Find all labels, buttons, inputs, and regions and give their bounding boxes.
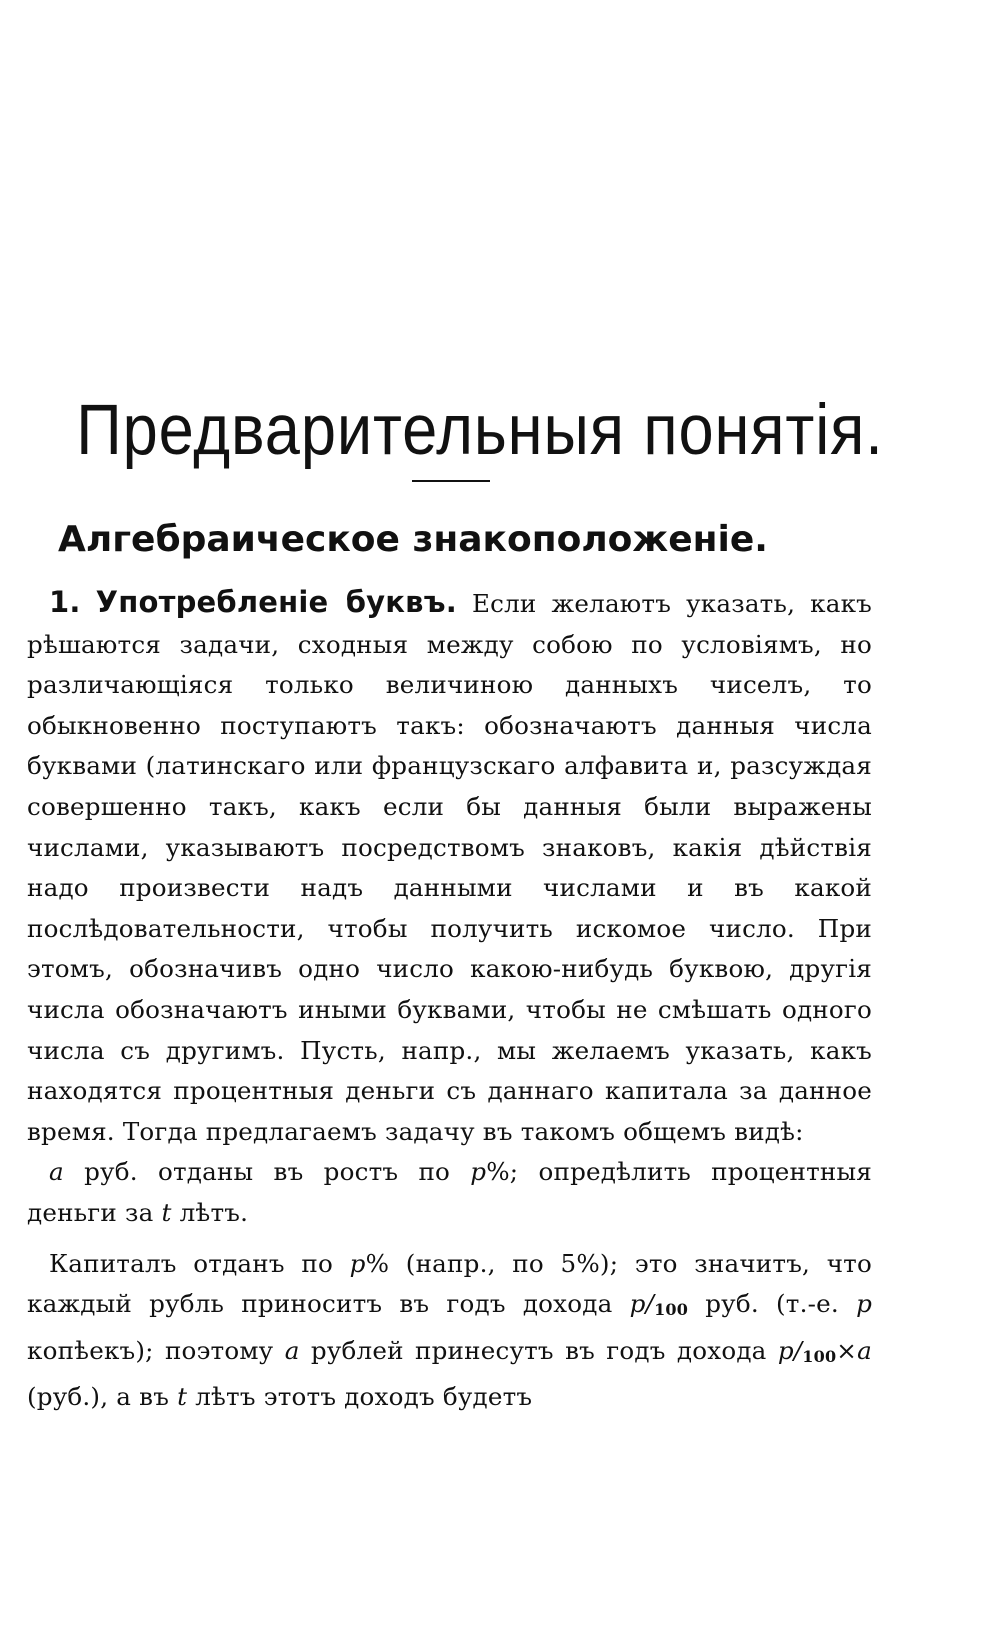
var-p: p <box>470 1157 487 1187</box>
paragraph-1-text: Если желаютъ указать, какъ рѣшаются задачи, сходныя между собою по условіямъ, но различающіяся только величиною данныхъ чиселъ, то обыкновенно поступаютъ такъ: обозначаютъ данныя числа буквами (латинскаго или французскаго алфавита и, разсуждая совершенно такъ, какъ если бы данныя были выражены числами, указываютъ посредствомъ знаковъ, какія дѣйствія надо произвести надъ данными числами и въ какой послѣдовательности, чтобы получить искомое число. При этомъ, обозначивъ одно число какою-нибудь буквою, другія числа обозначаютъ иными буквами, чтобы не смѣшать одного числа съ другимъ. Пусть, напр., мы желаемъ указать, какъ находятся процентныя деньги съ даннаго капитала за данное время. Тогда предлагаемъ задачу въ такомъ общемъ видѣ: <box>27 589 872 1146</box>
section-heading: Алгебраическое знакоположеніе. <box>58 519 768 560</box>
problem-part-1: руб. отданы въ ростъ по <box>84 1157 451 1187</box>
fraction-1-numerator: p/ <box>629 1289 655 1319</box>
fraction-1-denominator: 100 <box>654 1300 689 1320</box>
p2-var-a: a <box>284 1335 300 1365</box>
p2-s4: копѣекъ); поэтому <box>27 1335 274 1365</box>
p2-var-p1: p <box>349 1248 366 1278</box>
var-a: a <box>49 1157 64 1187</box>
p2-s7: лѣтъ этотъ доходъ будетъ <box>195 1382 533 1412</box>
times-sign: × <box>836 1335 858 1365</box>
title-divider <box>412 480 490 482</box>
problem-part-2: %; опредѣлить процентныя деньги за <box>27 1157 872 1227</box>
p2-s1: Капиталъ отданъ по <box>49 1248 333 1278</box>
p2-s5: рублей принесутъ въ годъ дохода <box>310 1335 767 1365</box>
fraction-2-numerator: p/ <box>777 1335 803 1365</box>
paragraph-lead: Употребленіе буквъ. <box>95 585 457 619</box>
p2-var-p2: p <box>856 1289 873 1319</box>
p2-s3: руб. (т.-е. <box>705 1289 839 1319</box>
paragraph-1 <box>27 582 872 1152</box>
paragraph-2 <box>27 1244 872 1418</box>
p2-var-t: t <box>177 1382 188 1412</box>
p2-var-a2: a <box>857 1335 872 1365</box>
problem-part-3: лѣтъ. <box>179 1197 249 1227</box>
fraction-2-denominator: 100 <box>802 1346 837 1366</box>
paragraph-number: 1. <box>49 585 81 619</box>
p2-s6: (руб.), а въ <box>27 1382 170 1412</box>
body-text <box>27 582 872 1418</box>
problem-statement <box>27 1152 872 1233</box>
var-t: t <box>161 1197 172 1227</box>
page-title: Предварительныя понятія. <box>76 391 884 470</box>
p2-s2: % (напр., по 5%); это значитъ, что каждый рубль приноситъ въ годъ дохода <box>27 1248 872 1319</box>
